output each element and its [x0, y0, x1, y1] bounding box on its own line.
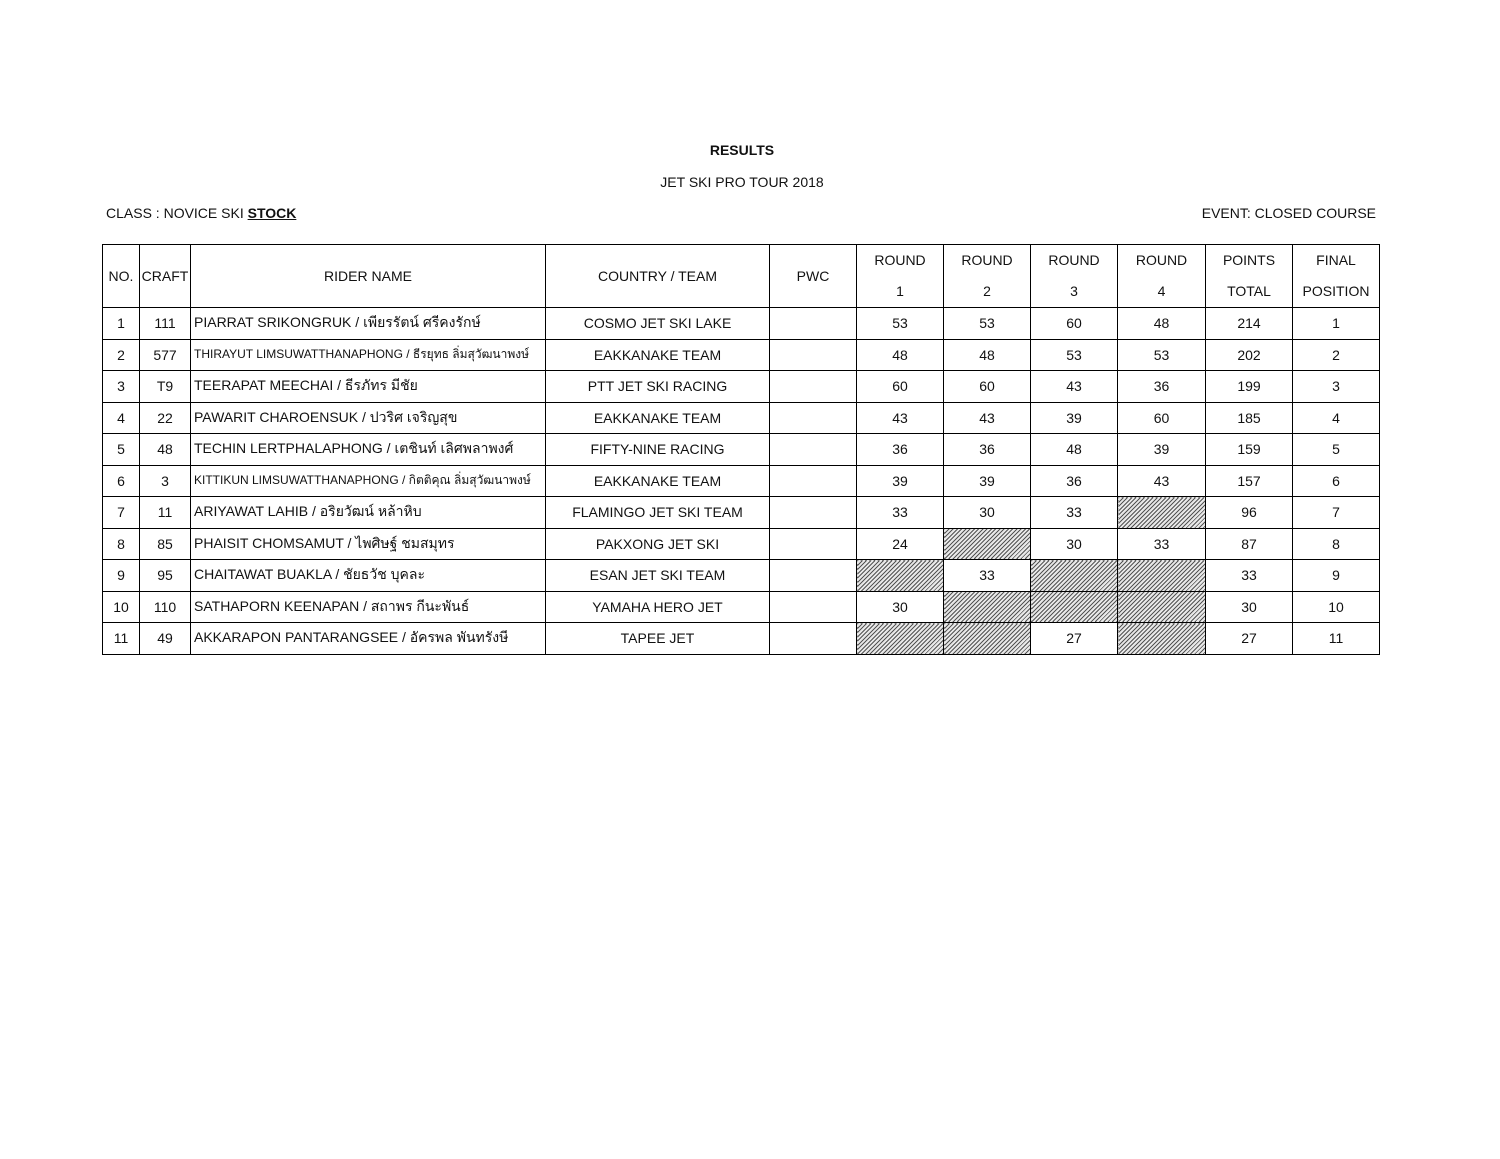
col-header-final-position: FINAL POSITION [1293, 245, 1380, 308]
cell-craft: 48 [140, 434, 191, 466]
cell-points-total: 185 [1206, 402, 1293, 434]
cell-final-position: 2 [1293, 339, 1380, 371]
cell-no: 3 [103, 371, 140, 403]
cell-round-2-no-score [944, 623, 1031, 655]
results-table [102, 244, 1380, 655]
cell-round-3: 48 [1031, 434, 1118, 466]
cell-team: YAMAHA HERO JET [546, 591, 770, 623]
cell-rider-name: ARIYAWAT LAHIB / อริยวัฒน์ หล้าหิบ [191, 497, 546, 529]
cell-rider-name: PHAISIT CHOMSAMUT / ไพศิษฐ์ ชมสมุทร [191, 528, 546, 560]
cell-team: ESAN JET SKI TEAM [546, 560, 770, 592]
cell-points-total: 27 [1206, 623, 1293, 655]
cell-final-position: 6 [1293, 465, 1380, 497]
cell-final-position: 1 [1293, 308, 1380, 340]
col-header-points-total: POINTS TOTAL [1206, 245, 1293, 308]
cell-round-2-no-score [944, 528, 1031, 560]
cell-team: FLAMINGO JET SKI TEAM [546, 497, 770, 529]
cell-round-3-no-score [1031, 560, 1118, 592]
col-header-round-2: ROUND 2 [944, 245, 1031, 308]
cell-pwc [770, 308, 857, 340]
cell-rider-name: PAWARIT CHAROENSUK / ปวริศ เจริญสุข [191, 402, 546, 434]
cell-pwc [770, 465, 857, 497]
header-row [103, 245, 1380, 308]
cell-no: 6 [103, 465, 140, 497]
cell-round-4-no-score [1118, 591, 1206, 623]
cell-no: 10 [103, 591, 140, 623]
cell-team: EAKKANAKE TEAM [546, 339, 770, 371]
cell-pwc [770, 623, 857, 655]
table-row [103, 560, 1380, 592]
col-header-no: NO. [103, 245, 140, 308]
class-emphasis: STOCK [247, 205, 297, 221]
cell-no: 2 [103, 339, 140, 371]
cell-round-4: 43 [1118, 465, 1206, 497]
cell-rider-name: PIARRAT SRIKONGRUK / เพียรรัตน์ ศรีคงรักษ์ [191, 308, 546, 340]
cell-round-4: 53 [1118, 339, 1206, 371]
cell-round-4: 33 [1118, 528, 1206, 560]
cell-round-2: 30 [944, 497, 1031, 529]
event-label: EVENT: CLOSED COURSE [1201, 205, 1376, 221]
cell-no: 9 [103, 560, 140, 592]
cell-craft: 95 [140, 560, 191, 592]
cell-pwc [770, 434, 857, 466]
col-header-rider: RIDER NAME [191, 245, 546, 308]
cell-no: 1 [103, 308, 140, 340]
cell-points-total: 87 [1206, 528, 1293, 560]
cell-points-total: 30 [1206, 591, 1293, 623]
cell-team: FIFTY-NINE RACING [546, 434, 770, 466]
cell-round-3: 36 [1031, 465, 1118, 497]
cell-round-4: 60 [1118, 402, 1206, 434]
page-title: RESULTS [709, 142, 775, 158]
cell-rider-name: CHAITAWAT BUAKLA / ชัยธวัช บุคละ [191, 560, 546, 592]
cell-craft: 22 [140, 402, 191, 434]
cell-round-3: 30 [1031, 528, 1118, 560]
table-row [103, 497, 1380, 529]
cell-round-2: 60 [944, 371, 1031, 403]
cell-final-position: 4 [1293, 402, 1380, 434]
cell-round-1-no-score [857, 623, 944, 655]
cell-round-1: 48 [857, 339, 944, 371]
cell-team: PTT JET SKI RACING [546, 371, 770, 403]
cell-no: 7 [103, 497, 140, 529]
table-row [103, 528, 1380, 560]
cell-no: 8 [103, 528, 140, 560]
cell-pwc [770, 591, 857, 623]
table-row [103, 465, 1380, 497]
cell-round-2: 33 [944, 560, 1031, 592]
table-row [103, 339, 1380, 371]
cell-pwc [770, 497, 857, 529]
cell-round-2: 53 [944, 308, 1031, 340]
cell-round-1: 53 [857, 308, 944, 340]
cell-final-position: 9 [1293, 560, 1380, 592]
col-header-team: COUNTRY / TEAM [546, 245, 770, 308]
col-header-round-1: ROUND 1 [857, 245, 944, 308]
cell-final-position: 11 [1293, 623, 1380, 655]
results-body [103, 308, 1380, 655]
cell-round-2: 43 [944, 402, 1031, 434]
cell-rider-name: TECHIN LERTPHALAPHONG / เตชินท์ เลิศพลาพงศ์ [191, 434, 546, 466]
cell-round-2: 39 [944, 465, 1031, 497]
table-row [103, 623, 1380, 655]
cell-craft: 3 [140, 465, 191, 497]
cell-team: EAKKANAKE TEAM [546, 402, 770, 434]
cell-final-position: 8 [1293, 528, 1380, 560]
col-header-craft: CRAFT [140, 245, 191, 308]
table-row [103, 308, 1380, 340]
cell-round-3: 53 [1031, 339, 1118, 371]
cell-craft: 110 [140, 591, 191, 623]
cell-points-total: 202 [1206, 339, 1293, 371]
cell-final-position: 5 [1293, 434, 1380, 466]
cell-round-4: 36 [1118, 371, 1206, 403]
cell-team: PAKXONG JET SKI [546, 528, 770, 560]
cell-pwc [770, 371, 857, 403]
cell-points-total: 33 [1206, 560, 1293, 592]
cell-no: 4 [103, 402, 140, 434]
cell-pwc [770, 528, 857, 560]
cell-round-4: 39 [1118, 434, 1206, 466]
cell-craft: 577 [140, 339, 191, 371]
table-row [103, 371, 1380, 403]
cell-round-3: 27 [1031, 623, 1118, 655]
cell-rider-name: TEERAPAT MEECHAI / ธีรภัทร มีชัย [191, 371, 546, 403]
class-label [106, 205, 296, 221]
cell-round-4-no-score [1118, 497, 1206, 529]
table-row [103, 591, 1380, 623]
cell-points-total: 199 [1206, 371, 1293, 403]
cell-round-3: 60 [1031, 308, 1118, 340]
cell-round-1: 39 [857, 465, 944, 497]
cell-round-4-no-score [1118, 623, 1206, 655]
cell-round-4-no-score [1118, 560, 1206, 592]
cell-craft: 11 [140, 497, 191, 529]
cell-rider-name: AKKARAPON PANTARANGSEE / อัครพล พันทรังษี [191, 623, 546, 655]
cell-round-1: 60 [857, 371, 944, 403]
cell-pwc [770, 402, 857, 434]
cell-round-4: 48 [1118, 308, 1206, 340]
cell-no: 5 [103, 434, 140, 466]
cell-round-2: 48 [944, 339, 1031, 371]
cell-final-position: 3 [1293, 371, 1380, 403]
cell-craft: 49 [140, 623, 191, 655]
cell-round-1: 36 [857, 434, 944, 466]
cell-points-total: 157 [1206, 465, 1293, 497]
cell-points-total: 96 [1206, 497, 1293, 529]
cell-craft: 111 [140, 308, 191, 340]
cell-round-1: 24 [857, 528, 944, 560]
cell-craft: 85 [140, 528, 191, 560]
cell-team: COSMO JET SKI LAKE [546, 308, 770, 340]
cell-pwc [770, 560, 857, 592]
cell-round-3: 33 [1031, 497, 1118, 529]
cell-craft: T9 [140, 371, 191, 403]
col-header-pwc: PWC [770, 245, 857, 308]
cell-round-3-no-score [1031, 591, 1118, 623]
cell-round-2: 36 [944, 434, 1031, 466]
cell-round-1: 30 [857, 591, 944, 623]
cell-round-1-no-score [857, 560, 944, 592]
class-prefix: CLASS : NOVICE SKI [106, 205, 248, 221]
cell-final-position: 7 [1293, 497, 1380, 529]
cell-pwc [770, 339, 857, 371]
cell-round-1: 43 [857, 402, 944, 434]
col-header-round-3: ROUND 3 [1031, 245, 1118, 308]
cell-rider-name: KITTIKUN LIMSUWATTHANAPHONG / กิตติคุณ ลิ่มสุวัฒนาพงษ์ [191, 465, 546, 497]
cell-points-total: 214 [1206, 308, 1293, 340]
page-subtitle: JET SKI PRO TOUR 2018 [660, 174, 824, 190]
cell-team: EAKKANAKE TEAM [546, 465, 770, 497]
col-header-round-4: ROUND 4 [1118, 245, 1206, 308]
cell-points-total: 159 [1206, 434, 1293, 466]
cell-round-3: 39 [1031, 402, 1118, 434]
cell-team: TAPEE JET [546, 623, 770, 655]
cell-rider-name: THIRAYUT LIMSUWATTHANAPHONG / ธีรยุทธ ลิ่มสุวัฒนาพงษ์ [191, 339, 546, 371]
cell-rider-name: SATHAPORN KEENAPAN / สถาพร กีนะพันธ์ [191, 591, 546, 623]
table-row [103, 402, 1380, 434]
cell-round-2-no-score [944, 591, 1031, 623]
table-row [103, 434, 1380, 466]
cell-round-1: 33 [857, 497, 944, 529]
cell-final-position: 10 [1293, 591, 1380, 623]
cell-round-3: 43 [1031, 371, 1118, 403]
cell-no: 11 [103, 623, 140, 655]
